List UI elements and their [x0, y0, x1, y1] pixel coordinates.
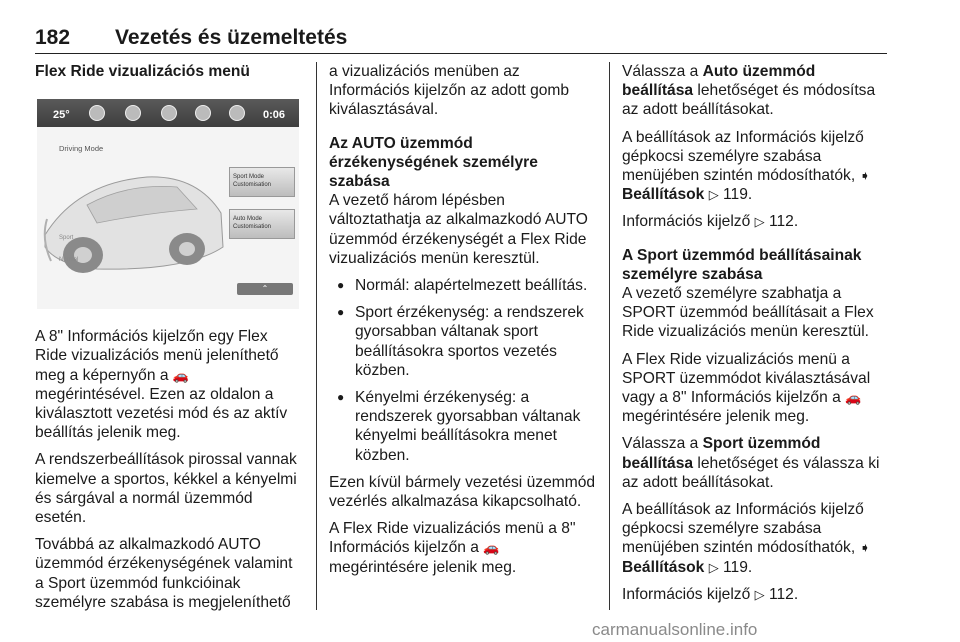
auto-mode-customisation-button[interactable]: Auto Mode Customisation	[229, 209, 295, 239]
column-2	[329, 62, 597, 585]
paragraph: A beállítások az Információs kijelző gépkocsi személyre szabása menüjében szintén módosíthatók, ➧ Beállítások ▷ 119.	[622, 128, 871, 204]
arrow-right-icon: ➧	[859, 168, 871, 184]
paragraph: Információs kijelző ▷ 112.	[622, 585, 799, 603]
section-heading-flex-ride: Flex Ride vizualizációs menü	[35, 63, 250, 80]
paragraph: a vizualizációs menüben az Információs kijelzőn az adott gomb kiválasztásával.	[329, 63, 570, 119]
drive-mode-icon: 🚗	[172, 367, 190, 383]
drive-mode-icon: 🚗	[483, 540, 500, 556]
chapter-title: Vezetés és üzemeltetés	[115, 26, 348, 49]
paragraph: Továbbá az alkalmazkodó AUTO üzemmód érzékenységének valamint a Sport üzemmód funkcióinak személyre szabása is megjeleníthető	[35, 536, 293, 611]
arrow-right-icon: ➧	[859, 540, 871, 556]
driving-mode-label: Driving Mode	[59, 144, 104, 154]
paragraph: Ezen kívül bármely vezetési üzemmód vezérlés alkalmazása kikapcsolható.	[329, 473, 596, 511]
list-item: ● Normál: alapértelmezett beállítás.	[329, 276, 597, 295]
clock-readout: 0:06	[262, 109, 285, 122]
column-divider	[316, 62, 317, 610]
paragraph: A 8" Információs kijelzőn egy Flex Ride vizualizációs menü jeleníthető meg a képernyőn a 🚗 megérintésével. Ezen az oldalon a kiválasztott vezetési mód és az aktív beállítás jelenik meg.	[35, 328, 288, 442]
column-3	[622, 62, 887, 612]
page-ref-icon: ▷	[708, 559, 719, 575]
drive-mode-icon	[229, 105, 245, 121]
paragraph: Információs kijelző ▷ 112.	[622, 213, 799, 231]
list-item: ● Kényelmi érzékenység: a rendszerek gyorsabban váltanak kényelmi beállításokra menet közben.	[329, 388, 597, 465]
climate-icon	[195, 105, 211, 121]
screen-status-bar	[37, 99, 299, 127]
car-illustration-icon	[37, 143, 229, 293]
watermark: carmanualsonline.info	[592, 620, 758, 639]
column-divider	[609, 62, 610, 610]
phone-icon	[125, 105, 141, 121]
section-heading-auto: Az AUTO üzemmód érzékenységének személyre szabása	[329, 134, 538, 191]
page-ref-link[interactable]: 119.	[723, 186, 753, 204]
page-header	[35, 24, 887, 54]
paragraph: A beállítások az Információs kijelző gépkocsi személyre szabása menüjében szintén módosíthatók, ➧ Beállítások ▷ 119.	[622, 501, 871, 576]
paragraph: A vezető három lépésben változtathatja az alkalmazkodó AUTO üzemmód érzékenységét a Flex Ride vizualizációs menün keresztül.	[329, 192, 588, 267]
section-heading-sport: A Sport üzemmód beállításainak személyre szabása	[622, 246, 862, 283]
page-ref-link[interactable]: 119.	[723, 558, 753, 576]
page-ref-link[interactable]: 112.	[768, 213, 799, 231]
normal-label: Normal	[59, 257, 79, 264]
column-1	[35, 62, 303, 620]
paragraph: A Flex Ride vizualizációs menü a 8" Információs kijelzőn a 🚗 megérintésére jelenik meg.	[329, 520, 576, 576]
scroll-up-button[interactable]: ⌃	[237, 283, 293, 295]
drive-mode-icon: 🚗	[845, 390, 862, 406]
page-number: 182	[35, 26, 71, 49]
page-ref-icon: ▷	[708, 187, 719, 203]
paragraph: Válassza a Auto üzemmód beállítása lehetőséget és módosítsa az adott beállításokat.	[622, 63, 876, 119]
temperature-readout: 25°	[53, 109, 70, 122]
infotainment-screen-figure	[37, 99, 299, 309]
sport-label: Sport	[59, 235, 74, 242]
nav-icon	[161, 105, 177, 121]
paragraph: A Flex Ride vizualizációs menü a SPORT üzemmódot kiválasztásával vagy a 8" Információs kijelzőn a 🚗 megérintésére jelenik meg.	[622, 350, 871, 426]
list-item: ● Sport érzékenység: a rendszerek gyorsabban váltanak sport beállításokra sportos vezetés közben.	[329, 303, 597, 380]
paragraph: Válassza a Sport üzemmód beállítása lehetőséget és válassza ki az adott beállításokat.	[622, 435, 880, 491]
sport-mode-customisation-button[interactable]: Sport Mode Customisation	[229, 167, 295, 197]
paragraph: A vezető személyre szabhatja a SPORT üzemmód beállításait a Flex Ride vizualizációs menün keresztül.	[622, 285, 874, 341]
sensitivity-list	[329, 276, 597, 465]
page-ref-icon: ▷	[754, 586, 765, 602]
page-ref-link[interactable]: 112.	[768, 585, 799, 603]
page-ref-icon: ▷	[754, 214, 765, 230]
paragraph: A rendszerbeállítások pirossal vannak kiemelve a sportos, kékkel a kényelmi és sárgával a normál üzemmód esetén.	[35, 451, 297, 527]
audio-icon	[89, 105, 105, 121]
